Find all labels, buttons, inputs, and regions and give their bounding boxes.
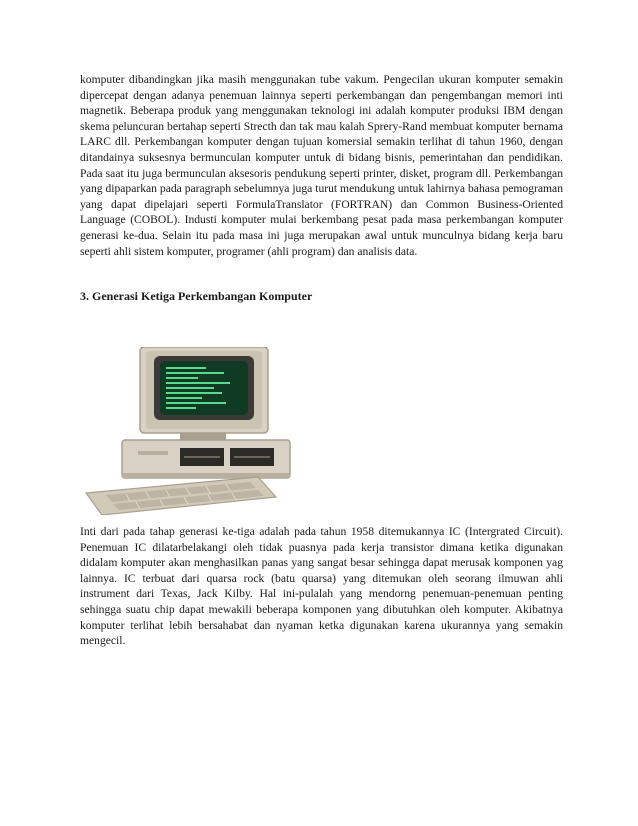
paragraph-intro: komputer dibandingkan jika masih menggunakan tube vakum. Pengecilan ukuran komputer semakin dipercepat dengan adanya penemuan lainnya seperti perkembangan dan pengembangan memori inti magnetik. Beberapa produk yang menggunakan teknologi ini adalah komputer produksi IBM dengan skema peluncuran bertahap seperti Strecth dan tak mau kalah Sprery-Rand membuat komputer bernama LARC dll. Perkembangan komputer dengan tujuan komersial semakin terlihat di tahun 1960, dengan ditandainya suksesnya bermunculan komputer untuk di bidang bisnis, pemerintahan dan pendidikan. Pada saat itu juga bermunculan aksesoris pendukung seperti printer, disket, program dll. Perkembangan yang dipaparkan pada paragraph sebelumnya juga turut mendukung untuk lahirnya bahasa pemograman yang dapat dipelajari seperti FormulaTranslator (FORTRAN) dan Common Business-Oriented Language (COBOL). Industi komputer mulai berkembang pesat pada masa perkembangan komputer generasi ke-dua. Selain itu pada masa ini juga merupakan awal untuk munculnya bidang kerja baru seperti ahli sistem komputer, programer (ahli program) dan analisis data. (80, 73, 563, 258)
paragraph-ic: Inti dari pada tahap generasi ke-tiga adalah pada tahun 1958 ditemukannya IC (Intergrated Circuit). Penemuan IC dilatarbelakangi oleh tidak puasnya pada kerja transistor dimana ketika digunakan didalam komputer akan menghasilkan panas yang sangat besar sehingga dapat merusak komponen yag lainnya. IC terbuat dari quarsa rock (batu quarsa) yang ditemukan oleh seorang ilmuwan ahli instrument dari Texas, Jack Kilby. Hal ini-pulalah yang mendorng penemuan-penemuan penting sehingga suatu chip dapat mewakili beberapa komponen yang dibutuhkan oleh komputer. Akibatnya komputer terlihat lebih bersahabat dan nyaman ketka digunakan karena ukurannya yang semakin mengecil. (80, 525, 563, 648)
section-heading: 3. Generasi Ketiga Perkembangan Komputer (80, 289, 313, 303)
computer-image (80, 347, 320, 515)
vintage-computer-icon (80, 347, 320, 515)
